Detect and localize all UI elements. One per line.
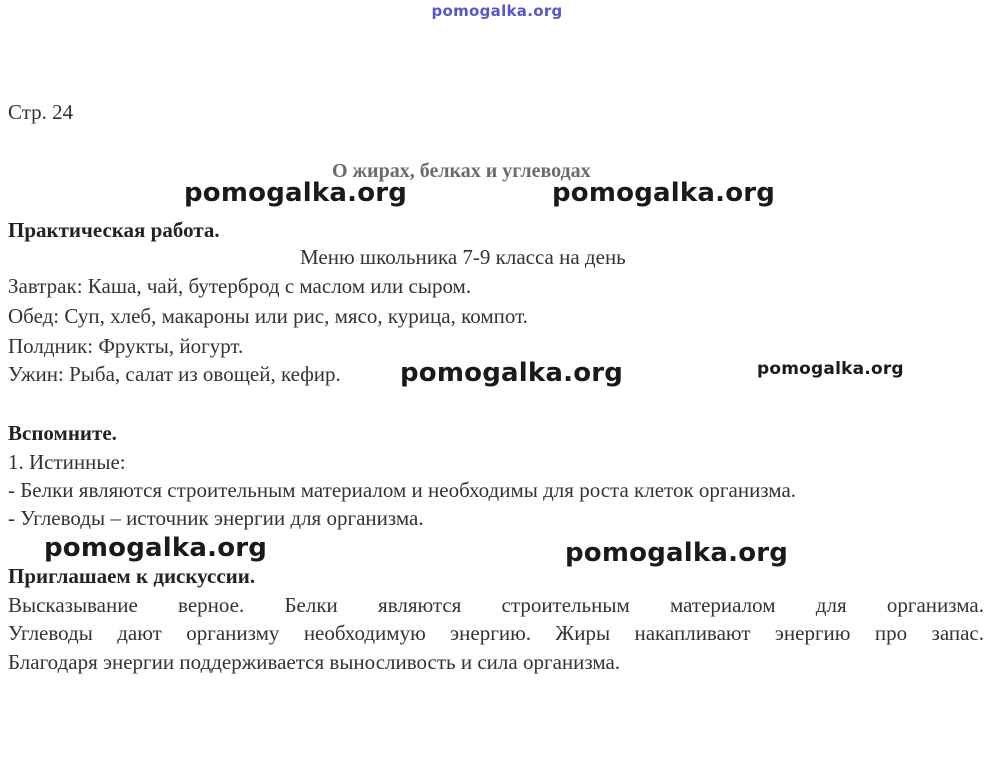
watermark: pomogalka.org — [552, 178, 776, 208]
discussion-line: Высказывание верное. Белки являются строительным материалом для организма. — [8, 593, 984, 617]
practical-heading: Практическая работа. — [8, 218, 220, 242]
watermark: pomogalka.org — [44, 533, 268, 563]
watermark: pomogalka.org — [400, 358, 624, 388]
menu-line: Полдник: Фрукты, йогурт. — [8, 334, 244, 358]
menu-line: Завтрак: Каша, чай, бутерброд с маслом или сыром. — [8, 274, 472, 298]
menu-line: Обед: Суп, хлеб, макароны или рис, мясо, курица, компот. — [8, 304, 528, 328]
page-reference: Стр. 24 — [8, 100, 74, 124]
discussion-heading: Приглашаем к дискуссии. — [8, 564, 256, 588]
remember-line: - Белки являются строительным материалом и необходимы для роста клеток организма. — [8, 478, 797, 502]
watermark: pomogalka.org — [757, 359, 904, 379]
watermark-top: pomogalka.org — [431, 2, 563, 20]
watermark: pomogalka.org — [565, 538, 789, 568]
discussion-line: Углеводы дают организму необходимую энергию. Жиры накапливают энергию про запас. — [8, 621, 984, 645]
watermark: pomogalka.org — [184, 178, 408, 208]
menu-title: Меню школьника 7-9 класса на день — [300, 245, 626, 269]
discussion-line: Благодаря энергии поддерживается выносливость и сила организма. — [8, 650, 621, 674]
remember-line: - Углеводы – источник энергии для организма. — [8, 506, 424, 530]
remember-line: 1. Истинные: — [8, 450, 126, 474]
remember-heading: Вспомните. — [8, 421, 117, 445]
menu-line: Ужин: Рыба, салат из овощей, кефир. — [8, 362, 341, 386]
section-title: О жирах, белках и углеводах — [332, 160, 591, 182]
